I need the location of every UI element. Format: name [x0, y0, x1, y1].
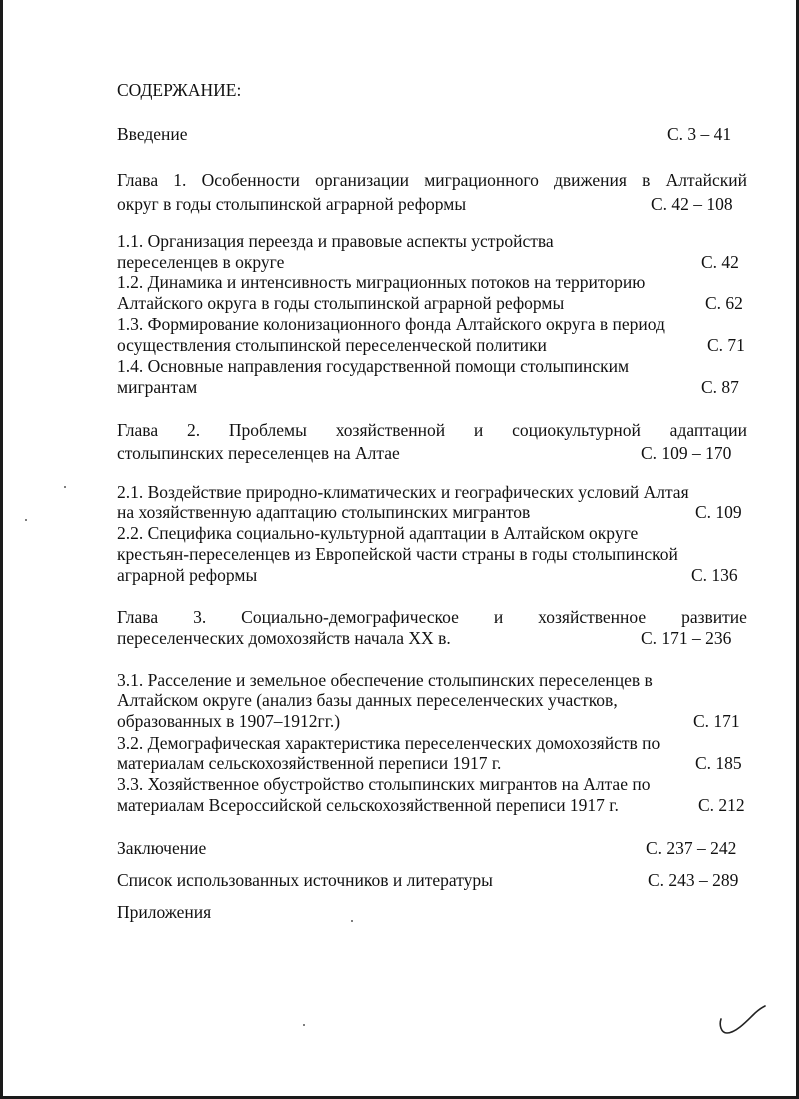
- toc-sources-pages: С. 243 – 289: [648, 870, 739, 890]
- ch2-word: Проблемы: [228, 420, 307, 440]
- toc-section-3-2-cont: материалам сельскохозяйственной переписи 1917 г.: [117, 753, 502, 773]
- ch3-word: развитие: [681, 607, 747, 627]
- toc-section-2-2: 2.2. Специфика социально-культурной адаптации в Алтайском округе: [117, 523, 639, 543]
- toc-title: СОДЕРЖАНИЕ:: [117, 80, 242, 100]
- toc-section-3-2: 3.2. Демографическая характеристика переселенческих домохозяйств по: [117, 733, 661, 753]
- toc-chapter2-heading: [117, 420, 747, 441]
- ch1-word: миграционного: [424, 170, 539, 190]
- toc-chapter2-pages: С. 109 – 170: [641, 443, 732, 463]
- toc-chapter3-pages: С. 171 – 236: [641, 628, 732, 648]
- toc-section-1-4-cont: мигрантам: [117, 377, 198, 397]
- toc-section-3-1: 3.1. Расселение и земельное обеспечение столыпинских переселенцев в: [117, 670, 653, 690]
- ch1-word: Особенности: [201, 170, 300, 190]
- toc-section-2-2-cont: крестьян-переселенцев из Европейской части страны в годы столыпинской: [117, 544, 678, 564]
- toc-section-1-2-pages: С. 62: [705, 293, 743, 313]
- toc-section-1-1-cont: переселенцев в округе: [117, 252, 285, 272]
- ch2-word: Глава: [117, 420, 159, 440]
- toc-intro-label: Введение: [117, 124, 188, 144]
- ch2-word: и: [473, 420, 484, 440]
- toc-chapter2-heading-cont: столыпинских переселенцев на Алтае: [117, 443, 400, 463]
- toc-chapter1-pages: С. 42 – 108: [651, 194, 733, 214]
- toc-section-2-1: 2.1. Воздействие природно-климатических и географических условий Алтая: [117, 482, 689, 502]
- toc-section-1-1-pages: С. 42: [701, 252, 739, 272]
- toc-section-3-1-cont: Алтайском округе (анализ базы данных переселенческих участков,: [117, 690, 618, 710]
- ch2-word: 2.: [186, 420, 201, 440]
- toc-section-3-3-cont: материалам Всероссийской сельскохозяйственной переписи 1917 г.: [117, 795, 619, 815]
- toc-section-2-1-cont: на хозяйственную адаптацию столыпинских мигрантов: [117, 502, 531, 522]
- toc-section-1-1: 1.1. Организация переезда и правовые аспекты устройства: [117, 231, 554, 251]
- toc-section-2-2-cont2: аграрной реформы: [117, 565, 258, 585]
- toc-chapter1-heading-cont: округ в годы столыпинской аграрной реформы: [117, 194, 467, 214]
- toc-section-1-3-pages: С. 71: [707, 335, 745, 355]
- toc-intro-pages: С. 3 – 41: [667, 124, 732, 144]
- ch2-word: хозяйственной: [335, 420, 446, 440]
- ch1-word: Алтайский: [665, 170, 747, 190]
- scan-speck: [25, 519, 27, 521]
- ch3-word: Глава: [117, 607, 159, 627]
- ch3-word: Социально-демографическое: [241, 607, 459, 627]
- ch3-word: 3.: [193, 607, 207, 627]
- toc-conclusion-pages: С. 237 – 242: [646, 838, 737, 858]
- toc-appendix-label: Приложения: [117, 902, 212, 922]
- ch3-word: и: [493, 607, 504, 627]
- toc-section-3-1-pages: С. 171: [693, 711, 740, 731]
- toc-section-3-1-cont2: образованных в 1907–1912гг.): [117, 711, 341, 731]
- toc-section-1-4-pages: С. 87: [701, 377, 739, 397]
- toc-conclusion-label: Заключение: [117, 838, 207, 858]
- ch1-word: движения: [554, 170, 627, 190]
- handwritten-mark-icon: [715, 1003, 769, 1037]
- toc-section-1-3-cont: осуществления столыпинской переселенческой политики: [117, 335, 547, 355]
- toc-section-2-2-pages: С. 136: [691, 565, 738, 585]
- toc-chapter3-heading: [117, 607, 747, 628]
- ch1-word: Глава: [117, 170, 159, 190]
- scan-speck: [64, 486, 66, 488]
- toc-section-1-3: 1.3. Формирование колонизационного фонда Алтайского округа в период: [117, 314, 665, 334]
- toc-chapter3-heading-cont: переселенческих домохозяйств начала XX в.: [117, 628, 451, 648]
- toc-section-3-3-pages: С. 212: [698, 795, 745, 815]
- ch1-word: в: [642, 170, 651, 190]
- toc-section-3-3: 3.3. Хозяйственное обустройство столыпинских мигрантов на Алтае по: [117, 774, 651, 794]
- scan-speck: [303, 1024, 305, 1026]
- toc-chapter1-heading: [117, 170, 747, 191]
- ch2-word: социокультурной: [512, 420, 641, 440]
- ch3-word: хозяйственное: [538, 607, 647, 627]
- toc-section-3-2-pages: С. 185: [695, 753, 742, 773]
- scan-speck: [351, 920, 353, 922]
- ch1-word: организации: [315, 170, 410, 190]
- toc-section-1-4: 1.4. Основные направления государственной помощи столыпинским: [117, 356, 630, 376]
- ch1-word: 1.: [173, 170, 187, 190]
- toc-section-1-2: 1.2. Динамика и интенсивность миграционных потоков на территорию: [117, 272, 646, 292]
- ch2-word: адаптации: [669, 420, 747, 440]
- toc-sources-label: Список использованных источников и литературы: [117, 870, 493, 890]
- toc-section-2-1-pages: С. 109: [695, 502, 742, 522]
- toc-section-1-2-cont: Алтайского округа в годы столыпинской аграрной реформы: [117, 293, 565, 313]
